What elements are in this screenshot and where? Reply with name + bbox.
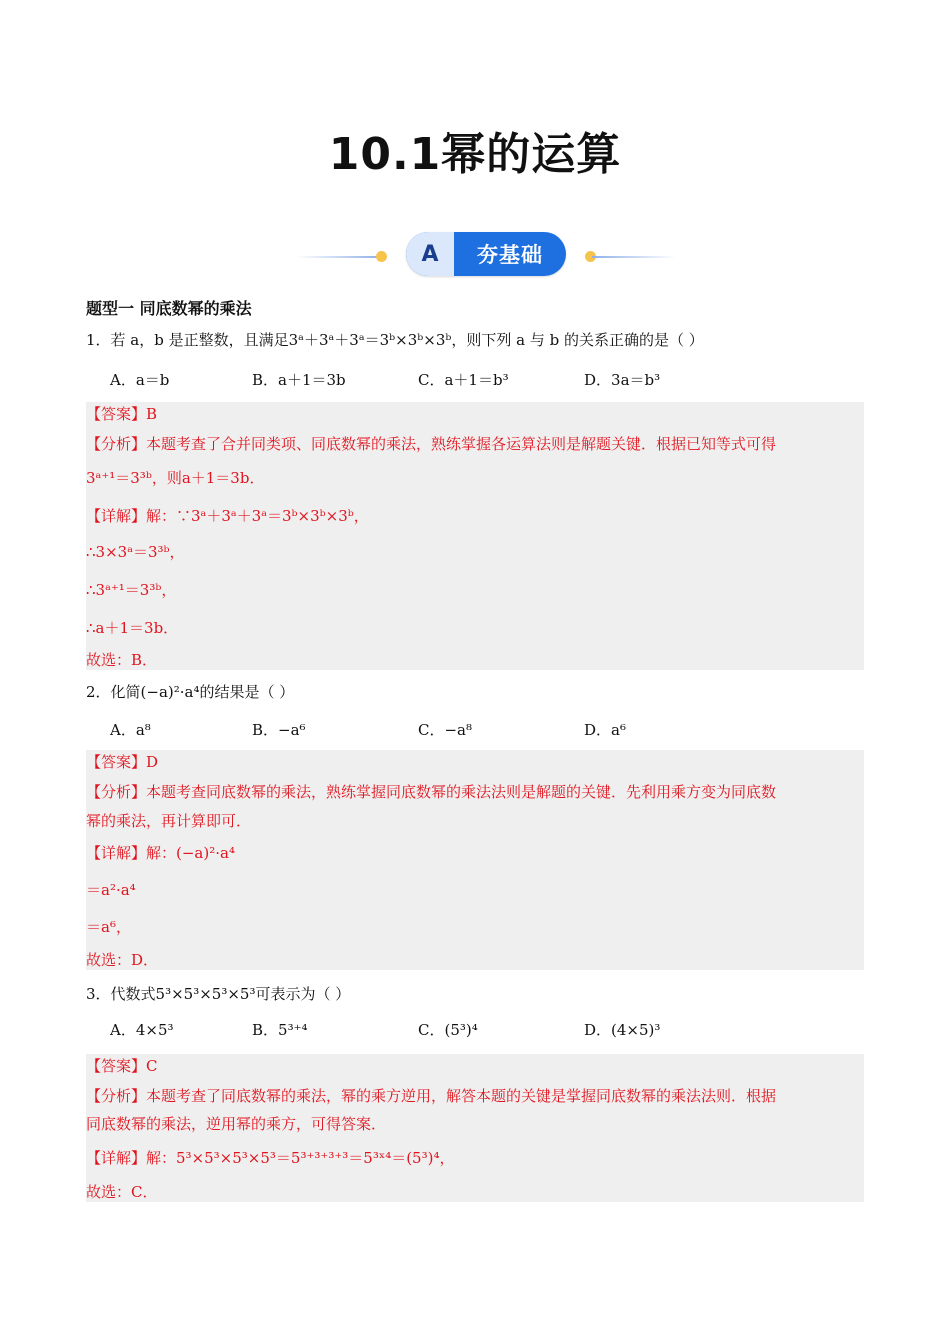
q2-option-c: C．−a⁸ (418, 721, 473, 739)
q1-detail-line-1: 【详解】解：∵3ᵃ＋3ᵃ＋3ᵃ＝3ᵇ×3ᵇ×3ᵇ， (86, 507, 369, 525)
q1-answer: 【答案】B (86, 405, 158, 423)
banner-letter: A (406, 232, 454, 276)
q3-detail-line-1: 【详解】解：5³×5³×5³×5³＝5³⁺³⁺³⁺³＝5³ˣ⁴＝(5³)⁴， (86, 1149, 455, 1167)
q1-option-c: C．a＋1＝b³ (418, 371, 509, 389)
banner-left-dot (376, 251, 387, 262)
banner-right-line (592, 256, 676, 258)
page-title: 10.1幂的运算 (328, 129, 622, 180)
section-heading: 题型一 同底数幂的乘法 (86, 299, 252, 318)
q2-analysis-line-1: 【分析】本题考查同底数幂的乘法，熟练掌握同底数幂的乘法法则是解题的关键．先利用乘方变为同底数 (86, 783, 777, 801)
q3-analysis-line-1: 【分析】本题考查了同底数幂的乘法，幂的乘方逆用，解答本题的关键是掌握同底数幂的乘法法则．根据 (86, 1087, 777, 1105)
banner-left-line (296, 256, 380, 258)
q3-analysis-line-2: 同底数幂的乘法，逆用幂的乘方，可得答案． (86, 1115, 387, 1133)
q3-answer: 【答案】C (86, 1057, 158, 1075)
q2-analysis-line-2: 幂的乘法，再计算即可． (86, 812, 252, 830)
q2-detail-line-2: ＝a²·a⁴ (86, 881, 136, 899)
q2-detail-line-3: ＝a⁶， (86, 918, 131, 936)
q3-option-b: B．5³⁺⁴ (252, 1021, 308, 1039)
q2-option-a: A．a⁸ (110, 721, 151, 739)
q2-option-d: D．a⁶ (584, 721, 626, 739)
q3-option-d: D．(4×5)³ (584, 1021, 661, 1039)
q2-option-b: B．−a⁶ (252, 721, 306, 739)
q2-answer: 【答案】D (86, 753, 159, 771)
q1-analysis-line-2: 3ᵃ⁺¹＝3³ᵇ，则a＋1＝3b． (86, 469, 265, 487)
q3-option-c: C．(5³)⁴ (418, 1021, 478, 1039)
q1-detail-line-4: ∴a＋1＝3b． (86, 619, 179, 637)
q1-detail-line-3: ∴3ᵃ⁺¹＝3³ᵇ， (86, 581, 177, 599)
q1-option-a: A．a＝b (110, 371, 170, 389)
q2-detail-line-1: 【详解】解：(−a)²·a⁴ (86, 844, 235, 862)
q2-choice: 故选：D． (86, 951, 159, 969)
q3-option-a: A．4×5³ (110, 1021, 174, 1039)
q2-stem: 2．化简(−a)²·a⁴的结果是（ ） (86, 683, 295, 701)
q3-stem: 3．代数式5³×5³×5³×5³可表示为（ ） (86, 985, 351, 1003)
q1-detail-line-2: ∴3×3ᵃ＝3³ᵇ， (86, 543, 185, 561)
q1-analysis-line-1: 【分析】本题考查了合并同类项、同底数幂的乘法，熟练掌握各运算法则是解题关键．根据已知等式可得 (86, 435, 777, 453)
q1-option-d: D．3a＝b³ (584, 371, 661, 389)
q1-choice: 故选：B． (86, 651, 158, 669)
banner-label: 夯基础 (477, 243, 543, 267)
section-banner (296, 232, 676, 278)
banner-pill (406, 232, 566, 276)
q3-choice: 故选：C． (86, 1183, 158, 1201)
q1-stem: 1．若 a，b 是正整数，且满足3ᵃ＋3ᵃ＋3ᵃ＝3ᵇ×3ᵇ×3ᵇ，则下列 a 与 b 的关系正确的是（ ） (86, 331, 704, 349)
q1-option-b: B．a＋1＝3b (252, 371, 346, 389)
